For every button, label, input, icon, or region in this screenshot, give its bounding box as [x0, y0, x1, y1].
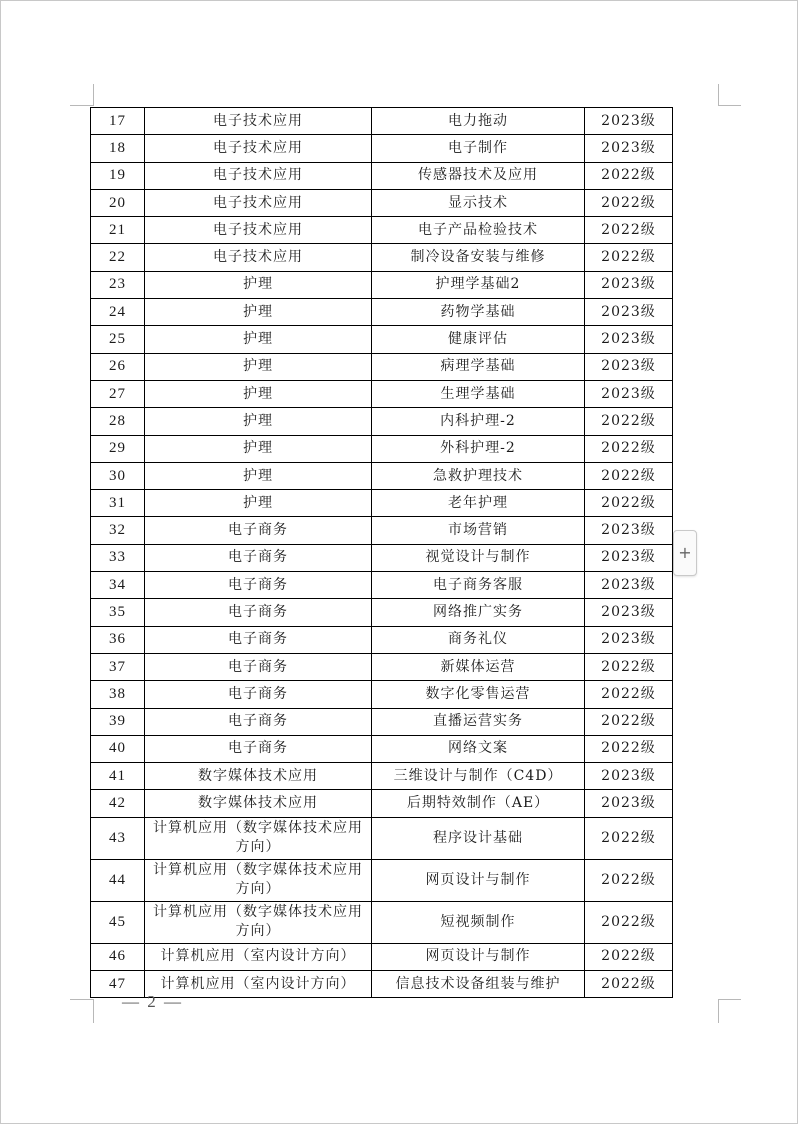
row-number: 42: [91, 790, 145, 817]
row-number: 21: [91, 217, 145, 244]
table-row: [91, 626, 673, 653]
row-number: 25: [91, 326, 145, 353]
table-row: [91, 708, 673, 735]
grade-cell: 2022级: [585, 681, 673, 708]
crop-mark-bottom-right: [718, 999, 719, 1023]
grade-cell: 2022级: [585, 901, 673, 943]
table-row: [91, 544, 673, 571]
major-cell: 数字媒体技术应用: [145, 790, 372, 817]
crop-mark-bottom-left: [93, 999, 94, 1023]
table-row: [91, 490, 673, 517]
row-number: 40: [91, 735, 145, 762]
grade-cell: 2023级: [585, 380, 673, 407]
major-cell: 电子商务: [145, 653, 372, 680]
major-cell: 护理: [145, 271, 372, 298]
row-number: 18: [91, 135, 145, 162]
grade-cell: 2023级: [585, 271, 673, 298]
table-row: [91, 108, 673, 135]
table-row: [91, 353, 673, 380]
table-row: [91, 244, 673, 271]
table-row: [91, 681, 673, 708]
row-number: 46: [91, 943, 145, 970]
course-cell: 网络推广实务: [372, 599, 585, 626]
grade-cell: 2022级: [585, 462, 673, 489]
course-cell: 健康评估: [372, 326, 585, 353]
row-number: 33: [91, 544, 145, 571]
major-cell: 护理: [145, 408, 372, 435]
table-row: [91, 943, 673, 970]
crop-mark-top-right: [718, 84, 719, 106]
table-row: [91, 135, 673, 162]
row-number: 32: [91, 517, 145, 544]
major-cell: 电子技术应用: [145, 135, 372, 162]
course-cell: 商务礼仪: [372, 626, 585, 653]
course-cell: 电力拖动: [372, 108, 585, 135]
major-cell: 电子商务: [145, 599, 372, 626]
major-cell: 计算机应用（室内设计方向）: [145, 971, 372, 998]
major-cell: 电子技术应用: [145, 108, 372, 135]
table-row: [91, 408, 673, 435]
course-table: [90, 107, 673, 998]
grade-cell: 2023级: [585, 517, 673, 544]
row-number: 19: [91, 162, 145, 189]
major-cell: 数字媒体技术应用: [145, 763, 372, 790]
course-cell: 新媒体运营: [372, 653, 585, 680]
major-cell: 计算机应用（数字媒体技术应用方向）: [145, 901, 372, 943]
course-cell: 制冷设备安装与维修: [372, 244, 585, 271]
row-number: 27: [91, 380, 145, 407]
major-cell: 电子技术应用: [145, 162, 372, 189]
course-cell: 护理学基础2: [372, 271, 585, 298]
table-row: [91, 435, 673, 462]
grade-cell: 2022级: [585, 490, 673, 517]
major-cell: 电子商务: [145, 708, 372, 735]
course-cell: 电子制作: [372, 135, 585, 162]
table-row: [91, 790, 673, 817]
row-number: 29: [91, 435, 145, 462]
table-row: [91, 901, 673, 943]
row-number: 23: [91, 271, 145, 298]
course-cell: 老年护理: [372, 490, 585, 517]
grade-cell: 2022级: [585, 653, 673, 680]
grade-cell: 2023级: [585, 599, 673, 626]
course-cell: 程序设计基础: [372, 817, 585, 859]
course-cell: 急救护理技术: [372, 462, 585, 489]
row-number: 37: [91, 653, 145, 680]
major-cell: 电子商务: [145, 735, 372, 762]
crop-mark-top-left: [93, 84, 94, 106]
course-cell: 后期特效制作（AE）: [372, 790, 585, 817]
course-cell: 电子产品检验技术: [372, 217, 585, 244]
grade-cell: 2022级: [585, 971, 673, 998]
grade-cell: 2022级: [585, 859, 673, 901]
grade-cell: 2022级: [585, 408, 673, 435]
crop-mark-top-right: [718, 105, 741, 106]
grade-cell: 2023级: [585, 544, 673, 571]
add-button[interactable]: +: [673, 530, 697, 576]
course-cell: 数字化零售运营: [372, 681, 585, 708]
row-number: 26: [91, 353, 145, 380]
major-cell: 护理: [145, 353, 372, 380]
row-number: 34: [91, 572, 145, 599]
major-cell: 护理: [145, 326, 372, 353]
page-number: — 2 —: [122, 992, 183, 1011]
grade-cell: 2022级: [585, 708, 673, 735]
course-cell: 传感器技术及应用: [372, 162, 585, 189]
major-cell: 计算机应用（数字媒体技术应用方向）: [145, 817, 372, 859]
grade-cell: 2023级: [585, 572, 673, 599]
grade-cell: 2023级: [585, 299, 673, 326]
major-cell: 电子商务: [145, 681, 372, 708]
table-row: [91, 599, 673, 626]
grade-cell: 2022级: [585, 189, 673, 216]
table-row: [91, 271, 673, 298]
major-cell: 护理: [145, 490, 372, 517]
major-cell: 护理: [145, 435, 372, 462]
table-row: [91, 653, 673, 680]
grade-cell: 2022级: [585, 244, 673, 271]
crop-mark-bottom-right: [718, 999, 741, 1000]
row-number: 39: [91, 708, 145, 735]
table-row: [91, 763, 673, 790]
major-cell: 护理: [145, 299, 372, 326]
major-cell: 电子技术应用: [145, 217, 372, 244]
row-number: 38: [91, 681, 145, 708]
row-number: 43: [91, 817, 145, 859]
crop-mark-top-left: [70, 105, 93, 106]
grade-cell: 2023级: [585, 763, 673, 790]
major-cell: 电子商务: [145, 626, 372, 653]
table-row: [91, 572, 673, 599]
course-cell: 外科护理-2: [372, 435, 585, 462]
grade-cell: 2022级: [585, 217, 673, 244]
course-cell: 病理学基础: [372, 353, 585, 380]
table-row: [91, 817, 673, 859]
table-row: [91, 380, 673, 407]
grade-cell: 2023级: [585, 108, 673, 135]
table-row: [91, 326, 673, 353]
course-cell: 网络文案: [372, 735, 585, 762]
major-cell: 电子技术应用: [145, 189, 372, 216]
major-cell: 电子商务: [145, 572, 372, 599]
grade-cell: 2022级: [585, 435, 673, 462]
row-number: 20: [91, 189, 145, 216]
course-cell: 药物学基础: [372, 299, 585, 326]
course-cell: 电子商务客服: [372, 572, 585, 599]
grade-cell: 2022级: [585, 735, 673, 762]
row-number: 44: [91, 859, 145, 901]
row-number: 36: [91, 626, 145, 653]
row-number: 31: [91, 490, 145, 517]
table-row: [91, 735, 673, 762]
grade-cell: 2023级: [585, 790, 673, 817]
course-cell: 信息技术设备组装与维护: [372, 971, 585, 998]
table-row: [91, 859, 673, 901]
row-number: 17: [91, 108, 145, 135]
row-number: 35: [91, 599, 145, 626]
grade-cell: 2023级: [585, 626, 673, 653]
table-row: [91, 299, 673, 326]
row-number: 22: [91, 244, 145, 271]
table-row: [91, 462, 673, 489]
major-cell: 电子技术应用: [145, 244, 372, 271]
grade-cell: 2023级: [585, 135, 673, 162]
table-row: [91, 517, 673, 544]
major-cell: 护理: [145, 462, 372, 489]
table-row: [91, 189, 673, 216]
row-number: 24: [91, 299, 145, 326]
major-cell: 护理: [145, 380, 372, 407]
row-number: 30: [91, 462, 145, 489]
major-cell: 电子商务: [145, 517, 372, 544]
course-cell: 市场营销: [372, 517, 585, 544]
grade-cell: 2023级: [585, 353, 673, 380]
course-cell: 生理学基础: [372, 380, 585, 407]
course-cell: 直播运营实务: [372, 708, 585, 735]
course-cell: 显示技术: [372, 189, 585, 216]
grade-cell: 2022级: [585, 817, 673, 859]
course-cell: 短视频制作: [372, 901, 585, 943]
row-number: 45: [91, 901, 145, 943]
table-row: [91, 217, 673, 244]
table-row: [91, 162, 673, 189]
course-cell: 视觉设计与制作: [372, 544, 585, 571]
course-cell: 网页设计与制作: [372, 859, 585, 901]
row-number: 28: [91, 408, 145, 435]
grade-cell: 2023级: [585, 326, 673, 353]
course-cell: 网页设计与制作: [372, 943, 585, 970]
crop-mark-bottom-left: [70, 999, 93, 1000]
major-cell: 计算机应用（室内设计方向）: [145, 943, 372, 970]
row-number: 47: [91, 971, 145, 998]
grade-cell: 2022级: [585, 943, 673, 970]
course-cell: 三维设计与制作（C4D）: [372, 763, 585, 790]
grade-cell: 2022级: [585, 162, 673, 189]
course-cell: 内科护理-2: [372, 408, 585, 435]
major-cell: 计算机应用（数字媒体技术应用方向）: [145, 859, 372, 901]
major-cell: 电子商务: [145, 544, 372, 571]
row-number: 41: [91, 763, 145, 790]
